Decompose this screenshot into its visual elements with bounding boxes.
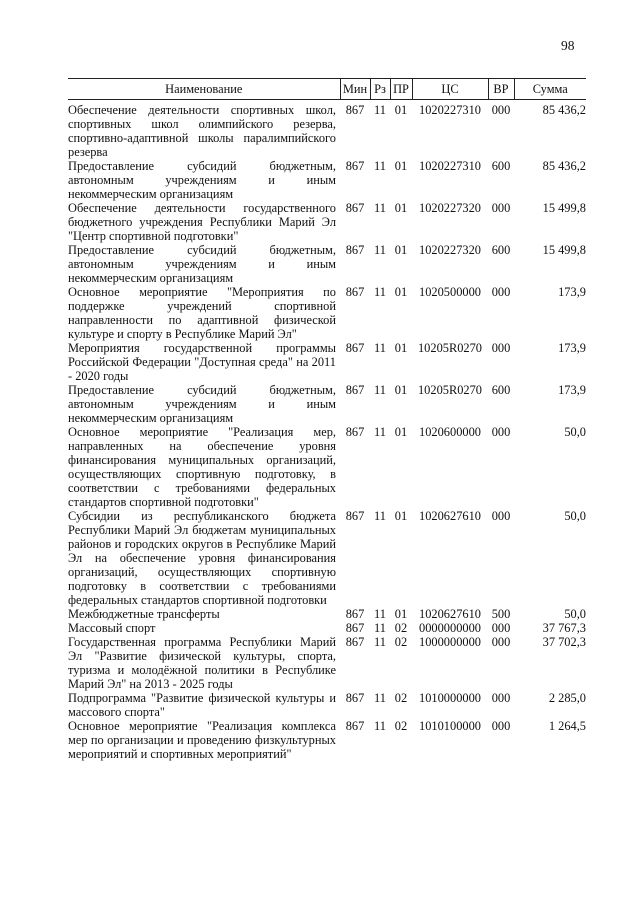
cell-sum: 173,9 bbox=[558, 383, 586, 397]
cell-vr: 000 bbox=[491, 285, 511, 299]
cell-cs: 1020600000 bbox=[419, 425, 481, 439]
cell-name: Основное мероприятие "Реализация мер, направленных на обеспечение уровня финансирования муниципальных организаций, осуществляющих спортивную подготовку, в соответствии с требованиями федеральных стандартов спортивной подготовки" bbox=[68, 425, 336, 509]
cell-pr: 01 bbox=[394, 285, 408, 299]
cell-pr: 02 bbox=[394, 719, 408, 733]
cell-rz: 11 bbox=[374, 635, 386, 649]
cell-min: 867 bbox=[345, 621, 365, 635]
cell-sum: 1 264,5 bbox=[548, 719, 586, 733]
cell-name: Основное мероприятие "Мероприятия по поддержке учреждений спортивной направленности по адаптивной физической культуре и спорту в Республике Марий Эл" bbox=[68, 285, 336, 341]
cell-min: 867 bbox=[345, 285, 365, 299]
cell-rz: 11 bbox=[374, 691, 386, 705]
cell-min: 867 bbox=[345, 159, 365, 173]
header-vr: ВР bbox=[488, 79, 514, 100]
cell-pr: 01 bbox=[394, 201, 408, 215]
cell-cs: 1020227310 bbox=[419, 103, 481, 117]
cell-cs: 10205R0270 bbox=[417, 383, 483, 397]
table-row bbox=[68, 159, 586, 201]
cell-min: 867 bbox=[345, 243, 365, 257]
cell-sum: 50,0 bbox=[564, 425, 586, 439]
header-name: Наименование bbox=[68, 79, 340, 100]
cell-cs: 1020500000 bbox=[419, 285, 481, 299]
cell-cs: 1020627610 bbox=[419, 607, 481, 621]
table-row bbox=[68, 635, 586, 691]
cell-cs: 1000000000 bbox=[419, 635, 481, 649]
cell-pr: 01 bbox=[394, 159, 408, 173]
table-row bbox=[68, 201, 586, 243]
cell-name: Основное мероприятие "Реализация комплекса мер по организации и проведению физкультурных мероприятий и спортивных мероприятий" bbox=[68, 719, 336, 761]
cell-name: Обеспечение деятельности спортивных школ, спортивных школ олимпийского резерва, спортивно-адаптивной школы паралимпийского резерва bbox=[68, 103, 336, 159]
header-rz: Рз bbox=[370, 79, 390, 100]
cell-min: 867 bbox=[345, 509, 365, 523]
cell-vr: 000 bbox=[491, 425, 511, 439]
cell-vr: 600 bbox=[491, 243, 511, 257]
budget-table bbox=[68, 78, 586, 761]
table-row bbox=[68, 243, 586, 285]
header-pr: ПР bbox=[390, 79, 412, 100]
cell-pr: 01 bbox=[394, 341, 408, 355]
cell-cs: 1020227320 bbox=[419, 243, 481, 257]
cell-sum: 50,0 bbox=[564, 607, 586, 621]
cell-sum: 85 436,2 bbox=[542, 159, 586, 173]
cell-cs: 0000000000 bbox=[419, 621, 481, 635]
cell-pr: 01 bbox=[394, 243, 408, 257]
table-row bbox=[68, 285, 586, 341]
table-row bbox=[68, 341, 586, 383]
cell-sum: 2 285,0 bbox=[548, 691, 586, 705]
cell-vr: 000 bbox=[491, 509, 511, 523]
cell-pr: 01 bbox=[394, 509, 408, 523]
header-sum: Сумма bbox=[514, 79, 586, 100]
cell-sum: 50,0 bbox=[564, 509, 586, 523]
cell-vr: 000 bbox=[491, 341, 511, 355]
table-row bbox=[68, 425, 586, 509]
cell-sum: 173,9 bbox=[558, 285, 586, 299]
cell-name: Предоставление субсидий бюджетным, автономным учреждениям и иным некоммерческим организациям bbox=[68, 243, 336, 285]
cell-rz: 11 bbox=[374, 607, 386, 621]
table-row bbox=[68, 509, 586, 607]
cell-vr: 500 bbox=[491, 607, 511, 621]
header-min: Мин bbox=[340, 79, 370, 100]
cell-pr: 01 bbox=[394, 103, 408, 117]
cell-vr: 600 bbox=[491, 159, 511, 173]
cell-min: 867 bbox=[345, 691, 365, 705]
cell-min: 867 bbox=[345, 103, 365, 117]
page-number: 98 bbox=[561, 38, 575, 53]
cell-name: Массовый спорт bbox=[68, 621, 156, 635]
cell-pr: 01 bbox=[394, 383, 408, 397]
cell-cs: 1020227320 bbox=[419, 201, 481, 215]
cell-min: 867 bbox=[345, 383, 365, 397]
table-row bbox=[68, 691, 586, 719]
cell-name: Предоставление субсидий бюджетным, автономным учреждениям и иным некоммерческим организациям bbox=[68, 159, 336, 201]
cell-rz: 11 bbox=[374, 621, 386, 635]
cell-pr: 02 bbox=[394, 691, 408, 705]
table-row bbox=[68, 383, 586, 425]
cell-pr: 02 bbox=[394, 635, 408, 649]
cell-name: Подпрограмма "Развитие физической культуры и массового спорта" bbox=[68, 691, 336, 719]
cell-sum: 85 436,2 bbox=[542, 103, 586, 117]
table-row bbox=[68, 607, 586, 621]
cell-pr: 01 bbox=[394, 607, 408, 621]
cell-vr: 600 bbox=[491, 383, 511, 397]
cell-rz: 11 bbox=[374, 383, 386, 397]
cell-sum: 37 767,3 bbox=[542, 621, 586, 635]
table-header-row bbox=[68, 79, 586, 100]
cell-cs: 1010000000 bbox=[419, 691, 481, 705]
cell-rz: 11 bbox=[374, 243, 386, 257]
cell-vr: 000 bbox=[491, 635, 511, 649]
cell-rz: 11 bbox=[374, 509, 386, 523]
cell-vr: 000 bbox=[491, 719, 511, 733]
table-row bbox=[68, 100, 586, 160]
cell-rz: 11 bbox=[374, 103, 386, 117]
cell-vr: 000 bbox=[491, 103, 511, 117]
cell-min: 867 bbox=[345, 719, 365, 733]
cell-vr: 000 bbox=[491, 621, 511, 635]
cell-rz: 11 bbox=[374, 425, 386, 439]
cell-sum: 37 702,3 bbox=[542, 635, 586, 649]
cell-sum: 173,9 bbox=[558, 341, 586, 355]
cell-vr: 000 bbox=[491, 691, 511, 705]
cell-vr: 000 bbox=[491, 201, 511, 215]
cell-rz: 11 bbox=[374, 341, 386, 355]
cell-cs: 1010100000 bbox=[419, 719, 481, 733]
cell-pr: 01 bbox=[394, 425, 408, 439]
cell-min: 867 bbox=[345, 607, 365, 621]
cell-min: 867 bbox=[345, 201, 365, 215]
header-cs: ЦС bbox=[412, 79, 488, 100]
cell-cs: 1020227310 bbox=[419, 159, 481, 173]
cell-pr: 02 bbox=[394, 621, 408, 635]
cell-cs: 10205R0270 bbox=[417, 341, 483, 355]
cell-sum: 15 499,8 bbox=[542, 243, 586, 257]
cell-min: 867 bbox=[345, 425, 365, 439]
cell-name: Государственная программа Республики Марий Эл "Развитие физической культуры, спорта, туризма и молодёжной политики в Республике Марий Эл" на 2013 - 2025 годы bbox=[68, 635, 336, 691]
table-row bbox=[68, 719, 586, 761]
cell-sum: 15 499,8 bbox=[542, 201, 586, 215]
cell-rz: 11 bbox=[374, 159, 386, 173]
cell-name: Субсидии из республиканского бюджета Республики Марий Эл бюджетам муниципальных районов и городских округов в Республике Марий Эл на обеспечение уровня финансирования организаций, осуществляющих спортивную подготовку в соответствии с требованиями федеральных стандартов спортивной подготовки bbox=[68, 509, 336, 607]
cell-rz: 11 bbox=[374, 201, 386, 215]
cell-name: Мероприятия государственной программы Российской Федерации "Доступная среда" на 2011 - 2020 годы bbox=[68, 341, 336, 383]
table-row bbox=[68, 621, 586, 635]
cell-name: Обеспечение деятельности государственного бюджетного учреждения Республики Марий Эл "Центр спортивной подготовки" bbox=[68, 201, 336, 243]
cell-min: 867 bbox=[345, 341, 365, 355]
cell-rz: 11 bbox=[374, 285, 386, 299]
cell-name: Межбюджетные трансферты bbox=[68, 607, 220, 621]
cell-cs: 1020627610 bbox=[419, 509, 481, 523]
cell-min: 867 bbox=[345, 635, 365, 649]
cell-name: Предоставление субсидий бюджетным, автономным учреждениям и иным некоммерческим организациям bbox=[68, 383, 336, 425]
cell-rz: 11 bbox=[374, 719, 386, 733]
